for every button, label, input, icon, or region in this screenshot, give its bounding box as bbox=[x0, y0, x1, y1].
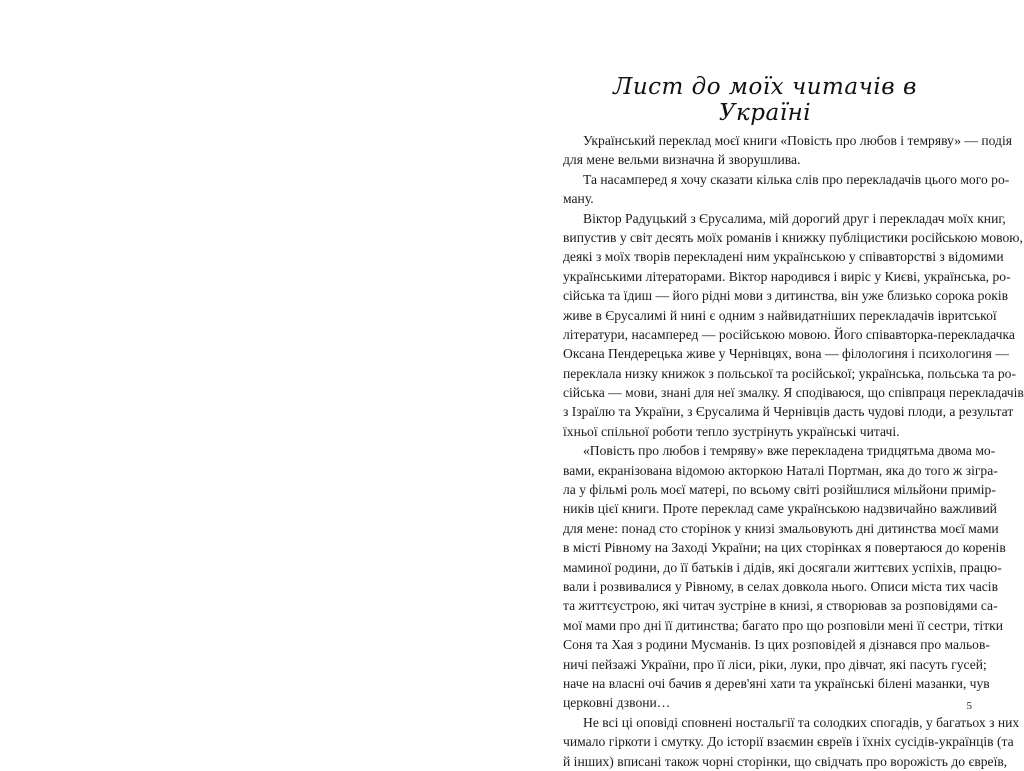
text-line: та життєустрою, які читач зустріне в книзі, я створював за розповідями са- bbox=[563, 598, 998, 614]
left-page-blank bbox=[0, 0, 512, 745]
text-line: випустив у світ десять моїх романів і книжку публіцистики російською мовою, bbox=[563, 229, 1023, 245]
text-line: переклала низку книжок з польської та російської; українська, польська та ро- bbox=[563, 365, 1016, 381]
text-line: ників цієї книги. Проте переклад саме українською надзвичайно важливий bbox=[563, 501, 997, 517]
text-line: в місті Рівному на Заході України; на цих сторінках я повертаюся до коренів bbox=[563, 540, 1006, 556]
text-line: з Ізраїлю та України, з Єрусалима й Чернівців дасть чудові плоди, а результат bbox=[563, 404, 1014, 420]
text-line: наче на власні очі бачив я дерев'яні хати та українські білені мазанки, чув bbox=[563, 675, 990, 691]
text-line: Не всі ці оповіді сповнені ностальгії та солодких спогадів, у багатьох з них bbox=[583, 714, 1020, 730]
text-line: й інших) вписані також чорні сторінки, що свідчать про ворожість до євреїв, bbox=[563, 753, 1008, 769]
text-line: Український переклад моєї книги «Повість про любов і темряву» — подія bbox=[583, 133, 1013, 148]
text-line: церковні дзвони… bbox=[563, 695, 671, 711]
text-line: вали і розвивалися у Рівному, в селах довкола нього. Описи міста тих часів bbox=[563, 578, 998, 594]
text-line: Віктор Радуцький з Єрусалима, мій дорогий друг і перекладач моїх книг, bbox=[583, 210, 1006, 226]
text-line: Оксана Пендерецька живе у Чернівцях, вона — філологиня і психологиня — bbox=[563, 346, 1009, 362]
text-line: ла у фільмі роль моєї матері, по всьому світі розійшлися мільйони примір- bbox=[563, 482, 996, 498]
page-title: Лист до моїх читачів в Україні bbox=[613, 74, 917, 126]
text-line: Соня та Хая з родини Мусманів. Із цих розповідей я дізнався про мальов- bbox=[563, 637, 990, 653]
text-line: деякі з моїх творів перекладені ним українською у співавторстві з відомими bbox=[563, 249, 1004, 265]
text-line: вами, екранізована відомою акторкою Наталі Портман, яка до того ж зігра- bbox=[563, 462, 998, 478]
text-line: ману. bbox=[563, 191, 594, 207]
text-line: українськими літераторами. Віктор народився і виріс у Києві, українська, ро- bbox=[563, 268, 1011, 284]
text-line: їхньої спільної роботи тепло зустрінуть українські читачі. bbox=[563, 423, 900, 439]
text-line: живе в Єрусалимі й нині є одним з найвидатніших перекладачів івритської bbox=[563, 307, 997, 323]
text-line: ничі пейзажі України, про її ліси, ріки, луки, про дівчат, які пасуть гусей; bbox=[563, 656, 987, 672]
text-line: мої мами про дні її дитинства; багато про що розповіли мені її сестри, тітки bbox=[563, 617, 1004, 633]
text-line: Та насамперед я хочу сказати кілька слів про перекладачів цього мого ро- bbox=[583, 171, 1010, 187]
text-line: чимало гіркоти і смутку. До історії взаємин євреїв і їхніх сусідів-українців (та bbox=[563, 734, 1014, 750]
text-line: «Повість про любов і темряву» вже перекладена тридцятьма двома мо- bbox=[583, 443, 996, 459]
text-line: літератури, насамперед — російською мовою. Його співавторка-перекладачка bbox=[563, 326, 1015, 342]
text-line: для мене: понад сто сторінок у книзі змальовують дні дитинства моєї мами bbox=[563, 520, 999, 536]
text-line: сійська та їдиш — його рідні мови з дитинства, він уже близько сорока років bbox=[563, 288, 1009, 304]
body-text bbox=[563, 131, 1024, 771]
text-line: маминої родини, до її батьків і дідів, які досягали життєвих успіхів, працю- bbox=[563, 559, 1002, 575]
text-line: для мене вельми визначна й зворушлива. bbox=[563, 152, 801, 168]
page-number: 5 bbox=[966, 700, 972, 712]
text-line: сійська — мови, знані для неї змалку. Я сподіваюся, що співпраця перекладачів bbox=[563, 385, 1024, 401]
